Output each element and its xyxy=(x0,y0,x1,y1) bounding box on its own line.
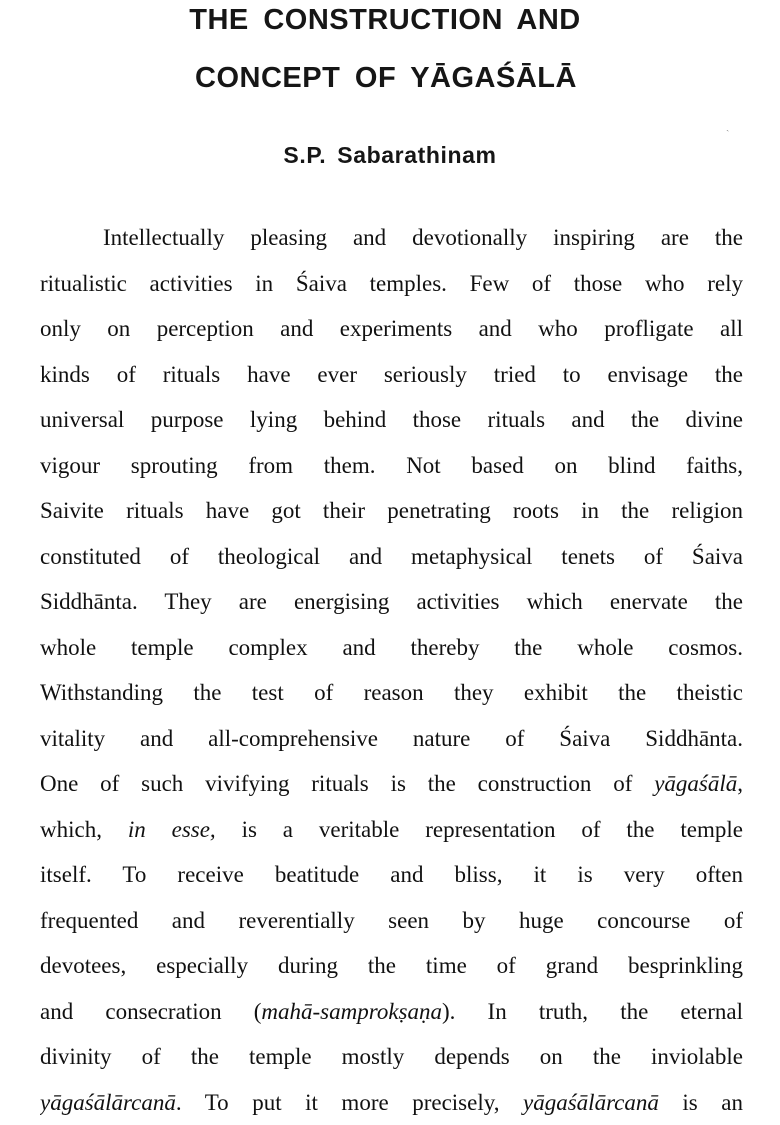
text-line: whole temple complex and thereby the whole cosmos. xyxy=(40,625,743,671)
text-line: Intellectually pleasing and devotionally inspiring are the xyxy=(40,215,743,261)
author-name: S.P. Sabarathinam xyxy=(0,142,780,169)
text-line: vigour sprouting from them. Not based on blind faiths, xyxy=(40,443,743,489)
text-line: and consecration (mahā-samprokṣaṇa). In truth, the eternal xyxy=(40,989,743,1035)
text-line: One of such vivifying rituals is the construction of yāgaśālā, xyxy=(40,761,743,807)
text-line: which, in esse, is a veritable representation of the temple xyxy=(40,807,743,853)
text-line: ritualistic activities in Śaiva temples. Few of those who rely xyxy=(40,261,743,307)
text-line: Saivite rituals have got their penetrating roots in the religion xyxy=(40,488,743,534)
chapter-title-line-1: THE CONSTRUCTION AND xyxy=(0,4,775,37)
text-line: constituted of theological and metaphysical tenets of Śaiva xyxy=(40,534,743,580)
text-line: vitality and all-comprehensive nature of Śaiva Siddhānta. xyxy=(40,716,743,762)
text-line: yāgaśālārcanā. To put it more precisely, yāgaśālārcanā is an xyxy=(40,1080,743,1125)
text-line: universal purpose lying behind those rituals and the divine xyxy=(40,397,743,443)
text-line: only on perception and experiments and who profligate all xyxy=(40,306,743,352)
text-line: Siddhānta. They are energising activities which enervate the xyxy=(40,579,743,625)
text-line: kinds of rituals have ever seriously tried to envisage the xyxy=(40,352,743,398)
text-line: devotees, especially during the time of grand besprinkling xyxy=(40,943,743,989)
text-line: divinity of the temple mostly depends on the inviolable xyxy=(40,1034,743,1080)
text-line: frequented and reverentially seen by huge concourse of xyxy=(40,898,743,944)
text-line: itself. To receive beatitude and bliss, it is very often xyxy=(40,852,743,898)
scan-speck: ˎ xyxy=(726,124,732,130)
text-line: Withstanding the test of reason they exhibit the theistic xyxy=(40,670,743,716)
chapter-title-line-2: CONCEPT OF YĀGAŚĀLĀ xyxy=(0,62,776,95)
body-paragraph xyxy=(40,215,743,1125)
